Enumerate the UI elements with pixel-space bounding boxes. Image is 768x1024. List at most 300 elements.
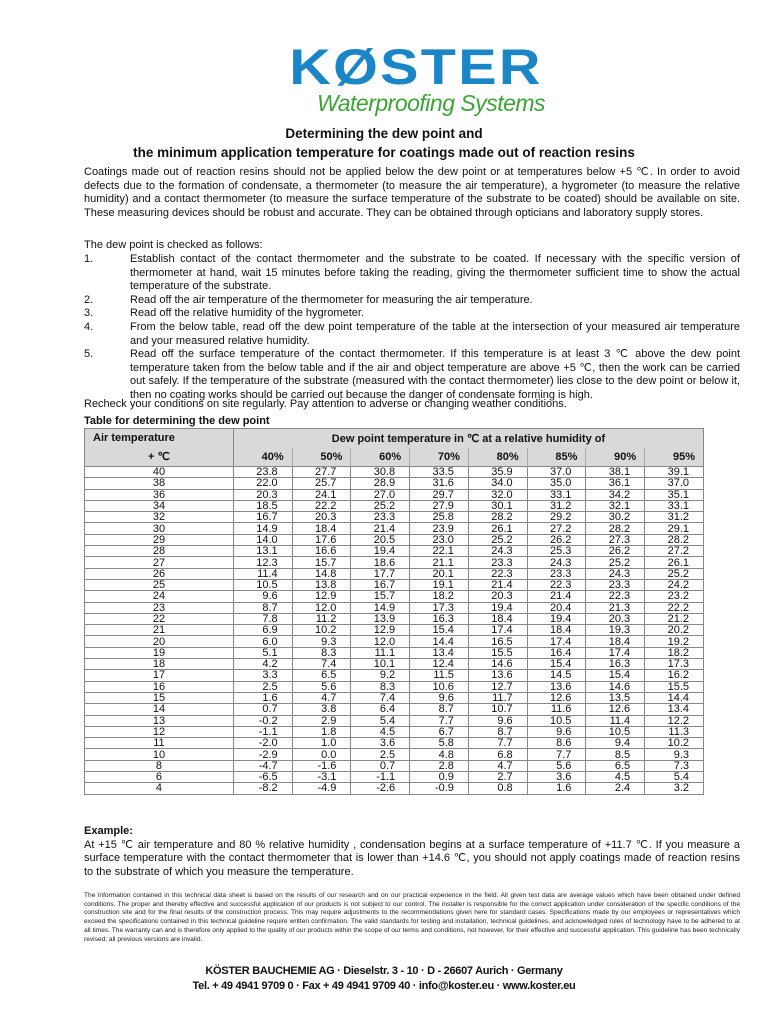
air-temp-cell: 24 [85, 591, 234, 602]
dew-point-cell: 20.5 [351, 534, 410, 545]
dew-point-cell: 19.1 [410, 579, 469, 590]
dew-point-cell: 6.5 [586, 760, 645, 771]
dew-point-cell: 14.4 [410, 636, 469, 647]
dew-point-cell: -6.5 [233, 772, 292, 783]
dew-point-cell: 3.6 [351, 738, 410, 749]
dew-point-cell: 22.3 [527, 579, 586, 590]
dew-point-cell: 8.5 [586, 749, 645, 760]
dew-point-cell: 6.5 [292, 670, 351, 681]
table-row [85, 512, 704, 523]
dew-point-cell: 22.2 [645, 602, 704, 613]
table-row [85, 478, 704, 489]
dew-point-cell: 11.4 [586, 715, 645, 726]
dew-point-cell: 6.9 [233, 625, 292, 636]
dew-point-cell: -4.9 [292, 783, 351, 794]
dew-point-cell: 16.3 [586, 659, 645, 670]
dew-point-cell: 25.2 [468, 534, 527, 545]
air-temp-cell: 19 [85, 647, 234, 658]
air-temp-cell: 14 [85, 704, 234, 715]
dew-point-cell: 14.6 [586, 681, 645, 692]
dew-point-cell: 22.3 [468, 568, 527, 579]
air-temp-cell: 34 [85, 500, 234, 511]
air-temp-cell: 18 [85, 659, 234, 670]
dew-point-cell: 36.1 [586, 478, 645, 489]
dew-point-cell: -4.7 [233, 760, 292, 771]
dew-point-cell: 6.8 [468, 749, 527, 760]
air-temp-cell: 27 [85, 557, 234, 568]
dew-point-cell: 1.6 [233, 692, 292, 703]
step-text: From the below table, read off the dew point temperature of the table at the intersection of your measured air temperature and your measured relative humidity. [130, 320, 740, 347]
step-number: 2. [84, 293, 94, 306]
air-temp-cell: 8 [85, 760, 234, 771]
dew-point-cell: 0.7 [233, 704, 292, 715]
dew-point-cell: 31.2 [645, 512, 704, 523]
air-temp-cell: 16 [85, 681, 234, 692]
dew-point-cell: 24.3 [527, 557, 586, 568]
dew-point-cell: 16.7 [233, 512, 292, 523]
dew-point-cell: 14.6 [468, 659, 527, 670]
table-row [85, 659, 704, 670]
dew-point-cell: 16.6 [292, 546, 351, 557]
dew-point-cell: 15.5 [468, 647, 527, 658]
air-temp-cell: 26 [85, 568, 234, 579]
dew-point-cell: 17.3 [410, 602, 469, 613]
dew-point-cell: 6.7 [410, 726, 469, 737]
dew-point-cell: 10.7 [468, 704, 527, 715]
dew-point-cell: -1.1 [233, 726, 292, 737]
step-item [84, 348, 740, 402]
dew-point-cell: 0.9 [410, 772, 469, 783]
step-number: 5. [84, 348, 94, 361]
disclaimer: The information contained in this technical data sheet is based on the results of our research and on our practical experience in the field. All given test data are average values which have been obtained under defined conditions. The proper and thereby effective and successful application of our products is not subject to our control. The installer is responsible for the correct application under consideration of the specific conditions of the construction site and for the final results of the construction process. This may require adjustments to the recommendations given here for standard cases. Specifications made by our employees or representatives which exceed the specifications contained in this technical guideline require written confirmation. The valid standards for testing and installation, technical guidelines, and acknowledged rules of technology have to be adhered to at all times. The warranty can and is therefore only applied to the quality of our products within the scope of our terms and conditions, not however, for their effective and successful application. This guideline has been technically revised; all previous versions are invalid. [84, 892, 740, 943]
dew-point-cell: 27.7 [292, 467, 351, 478]
dew-point-cell: 38.1 [586, 467, 645, 478]
step-number: 3. [84, 307, 94, 320]
dew-point-cell: 17.6 [292, 534, 351, 545]
dew-point-cell: 0.0 [292, 749, 351, 760]
humidity-col-header: 50% [292, 448, 351, 467]
dew-point-cell: 15.4 [410, 625, 469, 636]
dew-point-cell: 27.9 [410, 500, 469, 511]
dew-point-cell: 11.2 [292, 613, 351, 624]
dew-point-cell: 10.5 [527, 715, 586, 726]
table-row [85, 681, 704, 692]
air-temp-cell: 6 [85, 772, 234, 783]
humidity-col-header: 60% [351, 448, 410, 467]
footer-address: KÖSTER BAUCHEMIE AG · Dieselstr. 3 - 10 · D - 26607 Aurich · Germany [205, 965, 563, 977]
dew-point-cell: 20.4 [527, 602, 586, 613]
dew-point-cell: 25.2 [645, 568, 704, 579]
dew-point-cell: 25.3 [527, 546, 586, 557]
dew-point-cell: -0.9 [410, 783, 469, 794]
dew-point-cell: 3.8 [292, 704, 351, 715]
dew-point-cell: 23.3 [468, 557, 527, 568]
dew-point-cell: 7.3 [645, 760, 704, 771]
step-item [84, 294, 740, 308]
recheck-note: Recheck your conditions on site regularly. Pay attention to adverse or changing weather conditions. [84, 398, 567, 410]
dew-point-cell: 16.5 [468, 636, 527, 647]
dew-point-cell: 32.0 [468, 489, 527, 500]
table-row [85, 670, 704, 681]
dew-point-cell: 1.8 [292, 726, 351, 737]
dew-point-cell: 23.9 [410, 523, 469, 534]
dew-point-cell: 14.5 [527, 670, 586, 681]
dew-point-cell: 8.6 [527, 738, 586, 749]
air-temp-cell: 21 [85, 625, 234, 636]
dew-point-cell: 22.0 [233, 478, 292, 489]
dew-point-cell: 12.6 [527, 692, 586, 703]
dew-point-cell: 10.5 [586, 726, 645, 737]
intro-paragraph: Coatings made out of reaction resins should not be applied below the dew point or at temperatures below +5 ℃. In order to avoid defects due to the formation of condensate, a thermometer (to measure the air temperature), a hygrometer (to measure the relative humidity) and a contact thermometer (to measure the surface temperature of the substrate to be coated) should be available on site. These measuring devices should be robust and accurate. They can be obtained through opticians and laboratory supply stores. [84, 166, 740, 219]
dew-point-cell: 0.7 [351, 760, 410, 771]
dew-point-cell: 39.1 [645, 467, 704, 478]
dew-point-cell: 26.1 [645, 557, 704, 568]
air-temp-cell: 11 [85, 738, 234, 749]
dew-point-cell: 21.4 [468, 579, 527, 590]
dew-point-cell: -8.2 [233, 783, 292, 794]
dew-point-cell: 12.9 [351, 625, 410, 636]
table-row [85, 772, 704, 783]
dew-point-cell: -1.1 [351, 772, 410, 783]
dew-point-cell: 10.6 [410, 681, 469, 692]
logo-tagline: Waterproofing Systems [316, 90, 546, 116]
dew-point-cell: 14.0 [233, 534, 292, 545]
table-row [85, 467, 704, 478]
table-title: Table for determining the dew point [84, 415, 270, 427]
dew-point-cell: 2.7 [468, 772, 527, 783]
dew-point-cell: 34.0 [468, 478, 527, 489]
dew-point-cell: 37.0 [645, 478, 704, 489]
dew-point-cell: 13.4 [645, 704, 704, 715]
dew-point-cell: 9.3 [292, 636, 351, 647]
air-temp-cell: 40 [85, 467, 234, 478]
dew-point-cell: -2.6 [351, 783, 410, 794]
dew-point-cell: 15.4 [527, 659, 586, 670]
humidity-col-header: 85% [527, 448, 586, 467]
dew-point-cell: 26.1 [468, 523, 527, 534]
humidity-col-header: 80% [468, 448, 527, 467]
example-section [84, 825, 740, 879]
dew-point-cell: 5.4 [351, 715, 410, 726]
dew-point-cell: 13.1 [233, 546, 292, 557]
dew-point-cell: 12.7 [468, 681, 527, 692]
dew-point-cell: 7.7 [468, 738, 527, 749]
steps-list [84, 253, 740, 403]
air-temp-unit: + ℃ [85, 448, 234, 467]
dew-point-cell: 27.3 [586, 534, 645, 545]
dew-point-cell: 30.2 [586, 512, 645, 523]
dew-point-cell: 6.4 [351, 704, 410, 715]
dew-point-cell: 27.2 [645, 546, 704, 557]
dew-point-cell: 2.4 [586, 783, 645, 794]
logo-brand: KØSTER [289, 39, 543, 95]
table-row [85, 602, 704, 613]
dew-point-cell: 10.1 [351, 659, 410, 670]
dew-point-cell: 35.9 [468, 467, 527, 478]
dew-point-cell: 18.4 [468, 613, 527, 624]
dew-point-cell: 23.3 [586, 579, 645, 590]
dew-point-cell: 19.3 [586, 625, 645, 636]
footer-contact: Tel. + 49 4941 9709 0 · Fax + 49 4941 9709 40 · info@koster.eu · www.koster.eu [192, 980, 576, 992]
dew-point-cell: 29.7 [410, 489, 469, 500]
air-temp-cell: 36 [85, 489, 234, 500]
dew-point-cell: 21.4 [351, 523, 410, 534]
dew-point-cell: 13.5 [586, 692, 645, 703]
step-item [84, 253, 740, 294]
dew-point-cell: 10.2 [292, 625, 351, 636]
dew-point-cell: 16.3 [410, 613, 469, 624]
dew-point-cell: 11.6 [527, 704, 586, 715]
dew-point-cell: 4.8 [410, 749, 469, 760]
dew-point-cell: 25.2 [586, 557, 645, 568]
dew-point-cell: 7.7 [527, 749, 586, 760]
dew-point-cell: 20.3 [233, 489, 292, 500]
dew-point-cell: 23.3 [527, 568, 586, 579]
dew-point-cell: 15.5 [645, 681, 704, 692]
table-row [85, 715, 704, 726]
dew-point-cell: -3.1 [292, 772, 351, 783]
dew-point-cell: 18.6 [351, 557, 410, 568]
air-temp-cell: 12 [85, 726, 234, 737]
dew-point-cell: 22.2 [292, 500, 351, 511]
humidity-col-header: 90% [586, 448, 645, 467]
page-title-line2: the minimum application temperature for coatings made out of reaction resins [133, 145, 635, 160]
dew-point-cell: 1.6 [527, 783, 586, 794]
dew-point-cell: 9.2 [351, 670, 410, 681]
dew-point-cell: 37.0 [527, 467, 586, 478]
dew-point-cell: 12.4 [410, 659, 469, 670]
dew-point-cell: 27.0 [351, 489, 410, 500]
table-header-row [85, 429, 704, 448]
dew-point-cell: 18.2 [410, 591, 469, 602]
dew-point-cell: 23.2 [645, 591, 704, 602]
dew-point-cell: 2.8 [410, 760, 469, 771]
dew-point-cell: 4.7 [468, 760, 527, 771]
dew-point-cell: 14.9 [351, 602, 410, 613]
dew-point-cell: 22.3 [586, 591, 645, 602]
dew-point-cell: 5.1 [233, 647, 292, 658]
table-row [85, 636, 704, 647]
dew-point-cell: 5.4 [645, 772, 704, 783]
dew-point-cell: 3.6 [527, 772, 586, 783]
dew-point-cell: 17.7 [351, 568, 410, 579]
humidity-col-header: 40% [233, 448, 292, 467]
table-row [85, 613, 704, 624]
table-row [85, 500, 704, 511]
dew-point-cell: 22.1 [410, 546, 469, 557]
dew-point-cell: 2.5 [233, 681, 292, 692]
dew-point-cell: 2.5 [351, 749, 410, 760]
air-temp-cell: 20 [85, 636, 234, 647]
dew-point-cell: 12.6 [586, 704, 645, 715]
dew-point-cell: 25.7 [292, 478, 351, 489]
dew-point-cell: 29.2 [527, 512, 586, 523]
dew-point-cell: 9.6 [233, 591, 292, 602]
air-temp-cell: 25 [85, 579, 234, 590]
dew-point-cell: 23.8 [233, 467, 292, 478]
dew-point-cell: 17.4 [586, 647, 645, 658]
dew-point-cell: 19.2 [645, 636, 704, 647]
dew-point-cell: 17.4 [468, 625, 527, 636]
dew-point-cell: 35.1 [645, 489, 704, 500]
dew-point-cell: 26.2 [527, 534, 586, 545]
air-temp-cell: 10 [85, 749, 234, 760]
table-row [85, 726, 704, 737]
air-temp-cell: 13 [85, 715, 234, 726]
air-temp-cell: 22 [85, 613, 234, 624]
dew-point-cell: 7.4 [292, 659, 351, 670]
dew-point-cell: 27.2 [527, 523, 586, 534]
dew-point-cell: 5.8 [410, 738, 469, 749]
dew-point-cell: 7.4 [351, 692, 410, 703]
dew-point-cell: 9.6 [468, 715, 527, 726]
dew-point-cell: 11.4 [233, 568, 292, 579]
page-title-line1: Determining the dew point and [285, 126, 483, 141]
dew-point-cell: 21.4 [527, 591, 586, 602]
dew-point-cell: 15.7 [351, 591, 410, 602]
dew-point-cell: 32.1 [586, 500, 645, 511]
dew-point-cell: 15.4 [586, 670, 645, 681]
dew-point-cell: 8.3 [351, 681, 410, 692]
table-row [85, 749, 704, 760]
dew-point-cell: 16.4 [527, 647, 586, 658]
dew-point-cell: 31.6 [410, 478, 469, 489]
step-text: Read off the air temperature of the thermometer for measuring the air temperature. [130, 293, 533, 306]
dew-point-cell: 34.2 [586, 489, 645, 500]
dew-point-cell: 21.3 [586, 602, 645, 613]
dew-point-cell: 23.3 [351, 512, 410, 523]
dew-point-cell: 30.1 [468, 500, 527, 511]
step-text: Read off the surface temperature of the contact thermometer. If this temperature is at least 3 ℃ above the dew point temperature taken from the below table and if the air and object temperature are above +5 ℃, then the work can be carried out safely. If the temperature of the substrate (measured with the contact thermometer) lies close to the dew point or below it, then no coating works should be carried out because the danger of condensate forming is high. [130, 348, 740, 401]
dew-point-cell: 13.6 [527, 681, 586, 692]
table-row [85, 579, 704, 590]
dew-point-cell: 12.0 [292, 602, 351, 613]
air-temp-cell: 30 [85, 523, 234, 534]
dew-point-header: Dew point temperature in ℃ at a relative humidity of [233, 429, 703, 448]
humidity-col-header: 70% [410, 448, 469, 467]
koster-logo [276, 39, 556, 116]
step-text: Establish contact of the contact thermometer and the substrate to be coated. If necessary with the specific version of thermometer at hand, wait 15 minutes before taking the reading, giving the thermometer sufficient time to show the actual temperature of the substrate. [130, 253, 740, 293]
dew-point-cell: 1.0 [292, 738, 351, 749]
air-temp-cell: 38 [85, 478, 234, 489]
dew-point-cell: 13.4 [410, 647, 469, 658]
dew-point-cell: 16.7 [351, 579, 410, 590]
dew-point-cell: 9.4 [586, 738, 645, 749]
dew-point-cell: 18.4 [292, 523, 351, 534]
dew-point-cell: 23.0 [410, 534, 469, 545]
air-temp-cell: 29 [85, 534, 234, 545]
step-number: 1. [84, 253, 94, 265]
dew-point-cell: 24.1 [292, 489, 351, 500]
air-temp-cell: 4 [85, 783, 234, 794]
dew-point-cell: 20.3 [292, 512, 351, 523]
dew-point-cell: 24.3 [586, 568, 645, 579]
air-temp-cell: 17 [85, 670, 234, 681]
dew-point-cell: 30.8 [351, 467, 410, 478]
dew-point-cell: 8.7 [410, 704, 469, 715]
dew-point-cell: 25.8 [410, 512, 469, 523]
dew-point-cell: 19.4 [351, 546, 410, 557]
dew-point-cell: 21.2 [645, 613, 704, 624]
dew-point-cell: 35.0 [527, 478, 586, 489]
dew-point-cell: 33.1 [527, 489, 586, 500]
table-row [85, 591, 704, 602]
dew-point-cell: 12.0 [351, 636, 410, 647]
dew-point-cell: 10.2 [645, 738, 704, 749]
dew-point-cell: 18.4 [586, 636, 645, 647]
table-row [85, 489, 704, 500]
dew-point-cell: 12.9 [292, 591, 351, 602]
dew-point-cell: 18.2 [645, 647, 704, 658]
air-temp-cell: 15 [85, 692, 234, 703]
dew-point-cell: 16.2 [645, 670, 704, 681]
dew-point-cell: 3.3 [233, 670, 292, 681]
dew-point-cell: 8.3 [292, 647, 351, 658]
dew-point-cell: 25.2 [351, 500, 410, 511]
dew-point-cell: 8.7 [468, 726, 527, 737]
dew-point-cell: 14.4 [645, 692, 704, 703]
dew-point-cell: 20.1 [410, 568, 469, 579]
dew-point-cell: 5.6 [292, 681, 351, 692]
example-text: At +15 ℃ air temperature and 80 % relative humidity , condensation begins at a surface temperature of +11.7 ℃. If you measure a surface temperature with the contact thermometer that is lower than +14.6 ℃, you should not apply coatings made of reaction resins to the substrate of which you measure the temperature. [84, 838, 740, 878]
dew-point-cell: 24.3 [468, 546, 527, 557]
dew-point-cell: 4.7 [292, 692, 351, 703]
dew-point-cell: 5.6 [527, 760, 586, 771]
dew-point-cell: 8.7 [233, 602, 292, 613]
dew-point-cell: 19.4 [468, 602, 527, 613]
dew-point-cell: 31.2 [527, 500, 586, 511]
dew-point-cell: 28.2 [645, 534, 704, 545]
dew-point-cell: 4.2 [233, 659, 292, 670]
dew-point-cell: 33.5 [410, 467, 469, 478]
table-row [85, 692, 704, 703]
step-text: Read off the relative humidity of the hygrometer. [130, 307, 364, 320]
table-row [85, 557, 704, 568]
dew-point-cell: 6.0 [233, 636, 292, 647]
dew-point-cell: 26.2 [586, 546, 645, 557]
air-temp-cell: 28 [85, 546, 234, 557]
dew-point-cell: 18.4 [527, 625, 586, 636]
dew-point-cell: -0.2 [233, 715, 292, 726]
dew-point-cell: -2.9 [233, 749, 292, 760]
dew-point-cell: 14.9 [233, 523, 292, 534]
dew-point-cell: 12.2 [645, 715, 704, 726]
table-row [85, 546, 704, 557]
table-row [85, 523, 704, 534]
dew-point-cell: 4.5 [586, 772, 645, 783]
step-item [84, 321, 740, 348]
dew-point-cell: 20.3 [586, 613, 645, 624]
dew-point-cell: 7.7 [410, 715, 469, 726]
dew-point-cell: 17.3 [645, 659, 704, 670]
step-number: 4. [84, 320, 94, 333]
table-row [85, 568, 704, 579]
dew-point-cell: -2.0 [233, 738, 292, 749]
air-temp-cell: 23 [85, 602, 234, 613]
humidity-col-header: 95% [645, 448, 704, 467]
dew-point-cell: 0.8 [468, 783, 527, 794]
table-row [85, 647, 704, 658]
dew-point-cell: 9.6 [410, 692, 469, 703]
dew-point-cell: 28.2 [586, 523, 645, 534]
dew-point-cell: 18.5 [233, 500, 292, 511]
dew-point-cell: 11.5 [410, 670, 469, 681]
dew-point-cell: 2.9 [292, 715, 351, 726]
steps-intro: The dew point is checked as follows: [84, 239, 263, 251]
dew-point-cell: 28.2 [468, 512, 527, 523]
dew-point-cell: 9.6 [527, 726, 586, 737]
dew-point-table [84, 428, 704, 795]
